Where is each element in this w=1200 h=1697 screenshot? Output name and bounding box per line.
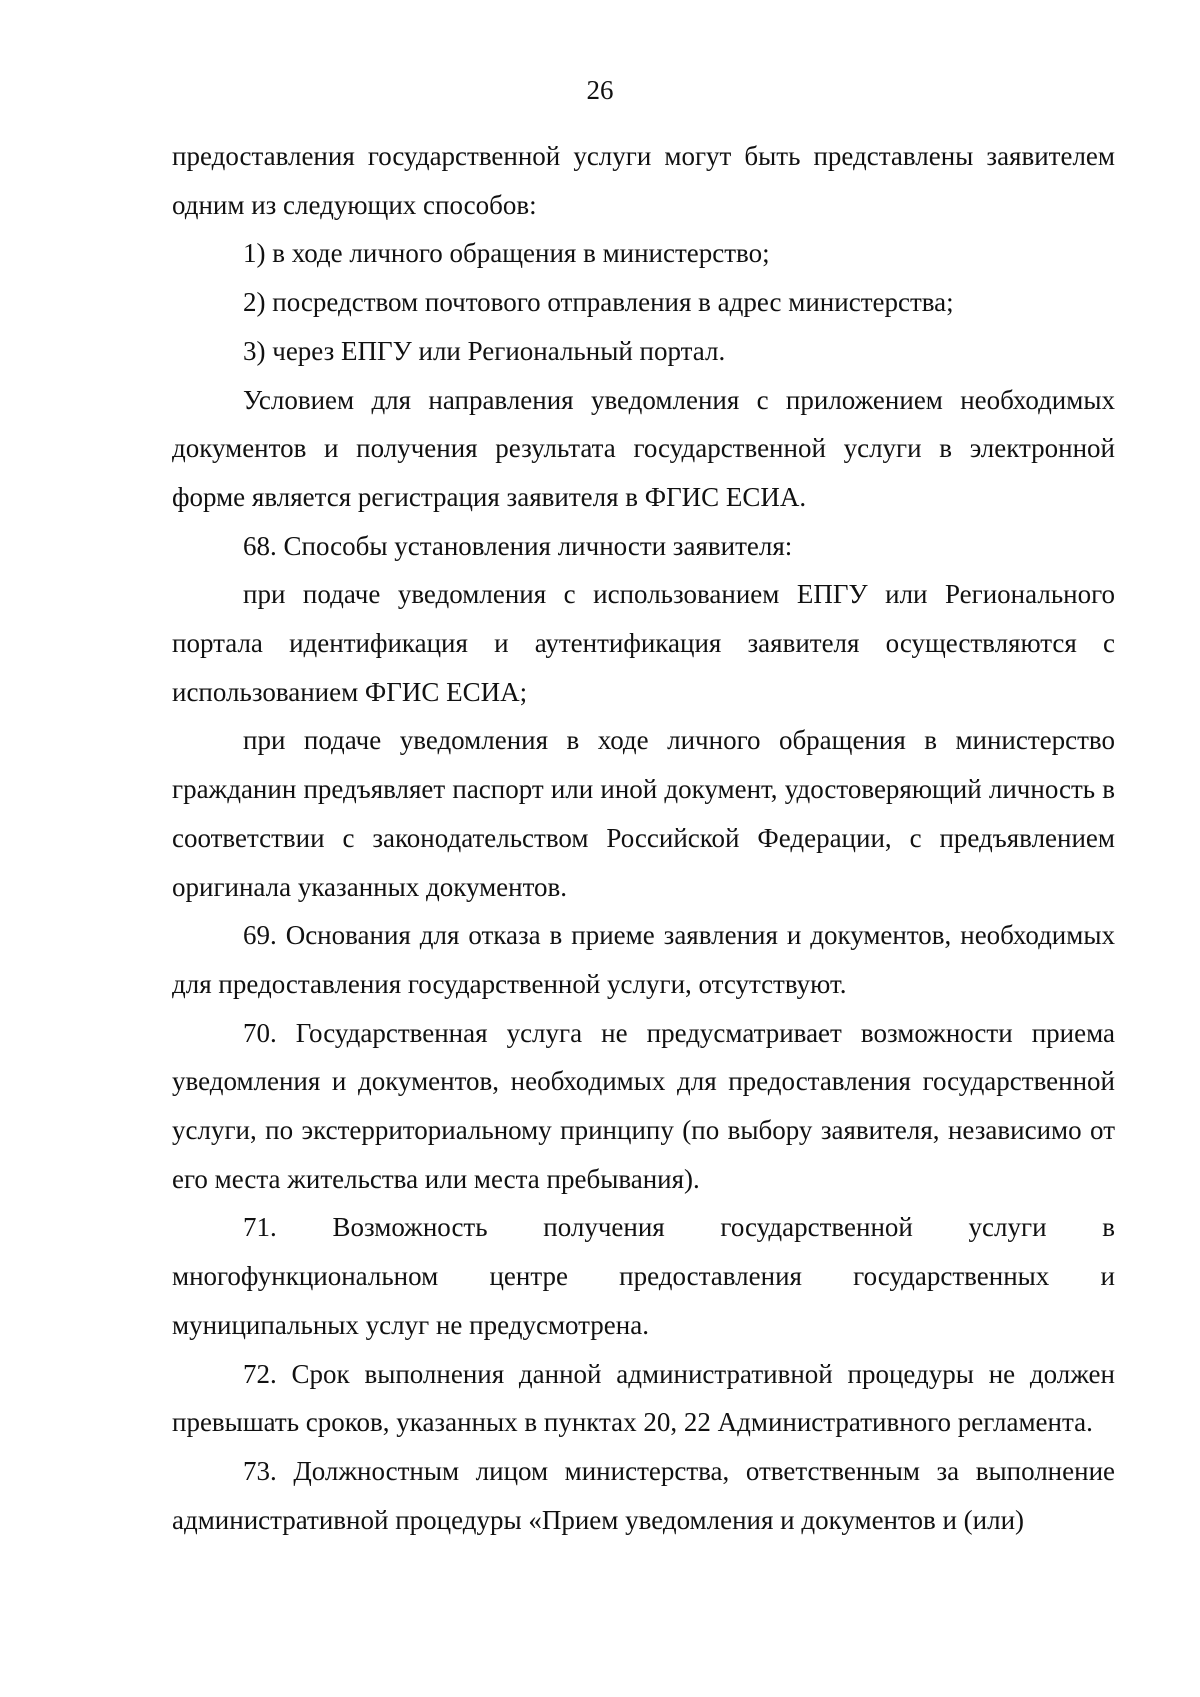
paragraph-72: 72. Срок выполнения данной административной процедуры не должен превышать сроков, указанных в пунктах 20, 22 Административного регламента. [172, 1358, 1115, 1438]
document-body [172, 132, 1115, 1544]
paragraph-68-personal: при подаче уведомления в ходе личного обращения в министерство гражданин предъявляет паспорт или иной документ, удостоверяющий личность в соответствии с законодательством Российской Федерации, с предъявлением оригинала указанных документов. [172, 725, 1115, 902]
paragraph-condition: Условием для направления уведомления с приложением необходимых документов и получения результата государственной услуги в электронной форме является регистрация заявителя в ФГИС ЕСИА. [172, 384, 1115, 512]
paragraph-68-epgu: при подаче уведомления с использованием ЕПГУ или Регионального портала идентификация и аутентификация заявителя осуществляются с использованием ФГИС ЕСИА; [172, 579, 1115, 707]
page-number: 26 [586, 75, 614, 105]
paragraph-71: 71. Возможность получения государственной услуги в многофункциональном центре предоставления государственных и муниципальных услуг не предусмотрена. [172, 1212, 1115, 1340]
paragraph-69: 69. Основания для отказа в приеме заявления и документов, необходимых для предоставления государственной услуги, отсутствуют. [172, 920, 1115, 999]
paragraph-70: 70. Государственная услуга не предусматривает возможности приема уведомления и документов, необходимых для предоставления государственной услуги, по экстерриториальному принципу (по выбору заявителя, независимо от его места жительства или места пребывания). [172, 1017, 1115, 1194]
paragraph-method-3: 3) через ЕПГУ или Региональный портал. [243, 335, 726, 366]
paragraph-68: 68. Способы установления личности заявителя: [243, 530, 793, 561]
paragraph-73: 73. Должностным лицом министерства, ответственным за выполнение административной процедуры «Прием уведомления и документов и (или) [172, 1455, 1115, 1535]
paragraph-continued: предоставления государственной услуги могут быть представлены заявителем одним из следующих способов: [172, 141, 1115, 220]
paragraph-method-2: 2) посредством почтового отправления в адрес министерства; [243, 287, 954, 318]
paragraph-method-1: 1) в ходе личного обращения в министерство; [243, 238, 770, 269]
